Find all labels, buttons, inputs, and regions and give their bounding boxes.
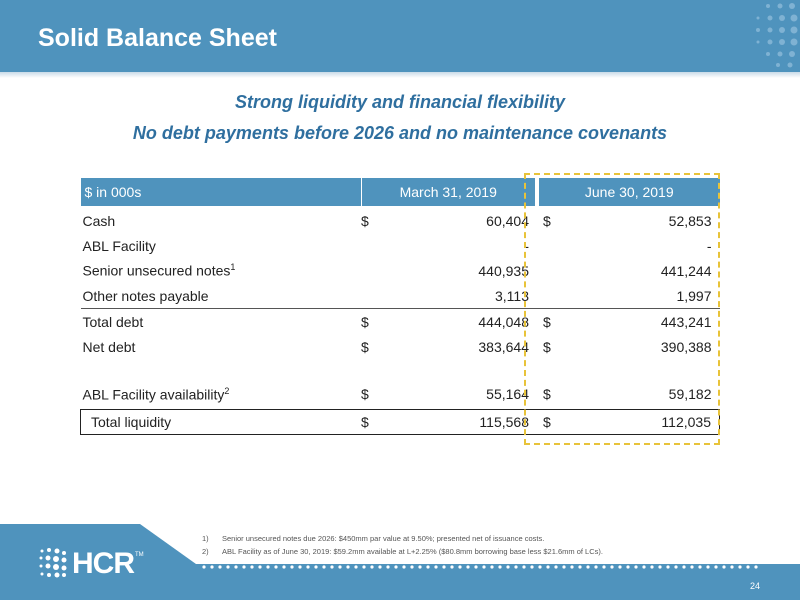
total-liquidity-row xyxy=(81,410,720,435)
value-march: 383,644 xyxy=(478,338,529,355)
currency-symbol xyxy=(537,283,563,309)
value-march: 3,113 xyxy=(495,287,529,304)
row-label: ABL Facility xyxy=(82,237,156,254)
value-march: 115,568 xyxy=(381,410,537,435)
row-label: ABL Facility availability$^2$ xyxy=(82,385,230,403)
footnote-1: 1) Senior unsecured notes due 2026: $450mm par value at 9.50%; presented net of issuance costs. xyxy=(202,534,545,543)
decorative-dots-icon xyxy=(720,0,800,72)
currency-symbol: $ xyxy=(361,386,369,402)
row-label: Other notes payable xyxy=(82,287,209,304)
hcr-logo xyxy=(38,544,144,584)
value-june: 441,244 xyxy=(660,262,712,279)
balance-sheet-table xyxy=(80,178,720,435)
subtitle-liquidity: Strong liquidity and financial flexibility xyxy=(234,92,566,112)
table-row xyxy=(81,258,720,283)
currency-symbol xyxy=(361,233,381,258)
spacer-row xyxy=(81,359,720,379)
trademark: TM xyxy=(135,552,144,558)
footnotes xyxy=(202,532,603,558)
header-shadow xyxy=(0,72,800,78)
row-label: Senior unsecured notes$^1$ xyxy=(82,262,236,279)
dotted-divider-icon xyxy=(200,564,760,570)
footnote-ref: 2 xyxy=(224,385,230,396)
value-march: 55,164 xyxy=(486,386,529,402)
row-label: Cash xyxy=(82,212,116,229)
table-row xyxy=(81,283,720,309)
currency-symbol xyxy=(361,258,381,283)
header-march: March 31, 2019 xyxy=(361,178,537,206)
currency-symbol: $ xyxy=(361,212,369,229)
page-number: 24 xyxy=(749,581,760,591)
slide-title: Solid Balance Sheet xyxy=(38,24,277,52)
currency-symbol: $ xyxy=(543,338,551,355)
currency-symbol: $ xyxy=(361,309,381,335)
currency-symbol: $ xyxy=(361,410,381,435)
value-june: 443,241 xyxy=(563,309,720,335)
currency-symbol: $ xyxy=(537,309,563,335)
table-row xyxy=(81,379,720,410)
currency-symbol xyxy=(537,233,563,258)
table-row xyxy=(81,206,720,233)
footnote-ref: 1 xyxy=(230,262,236,273)
value-march: 440,935 xyxy=(478,262,529,279)
value-march: - xyxy=(524,237,529,254)
subtitle-debt: No debt payments before 2026 and no maintenance covenants xyxy=(132,123,668,143)
row-label: Total liquidity xyxy=(81,410,362,435)
value-june: 1,997 xyxy=(676,287,712,304)
row-label: Net debt xyxy=(82,338,136,355)
value-june: 52,853 xyxy=(668,212,712,229)
value-june: 112,035 xyxy=(563,410,720,435)
header-june: June 30, 2019 xyxy=(537,178,720,206)
currency-symbol xyxy=(537,258,563,283)
currency-symbol: $ xyxy=(537,410,563,435)
value-march: 444,048 xyxy=(381,309,537,335)
logo-text: HCR xyxy=(72,547,134,580)
value-june: 390,388 xyxy=(660,338,712,355)
row-label: Total debt xyxy=(81,309,362,335)
currency-symbol: $ xyxy=(543,386,551,402)
value-june: 59,182 xyxy=(668,386,712,402)
table-row xyxy=(81,233,720,258)
value-march: 60,404 xyxy=(486,212,529,229)
table-row xyxy=(81,309,720,335)
footnote-2: 2) ABL Facility as of June 30, 2019: $59.2mm available at L+2.25% ($80.8mm borrowing base less $21.6mm of LCs). xyxy=(202,547,603,556)
header-units: $ in 000s xyxy=(81,178,362,206)
table-header-row xyxy=(81,178,720,206)
logo-dots-icon xyxy=(38,547,68,581)
table-row xyxy=(81,334,720,359)
currency-symbol xyxy=(361,283,381,309)
currency-symbol: $ xyxy=(361,338,369,355)
value-june: - xyxy=(706,237,712,254)
currency-symbol: $ xyxy=(543,212,551,229)
